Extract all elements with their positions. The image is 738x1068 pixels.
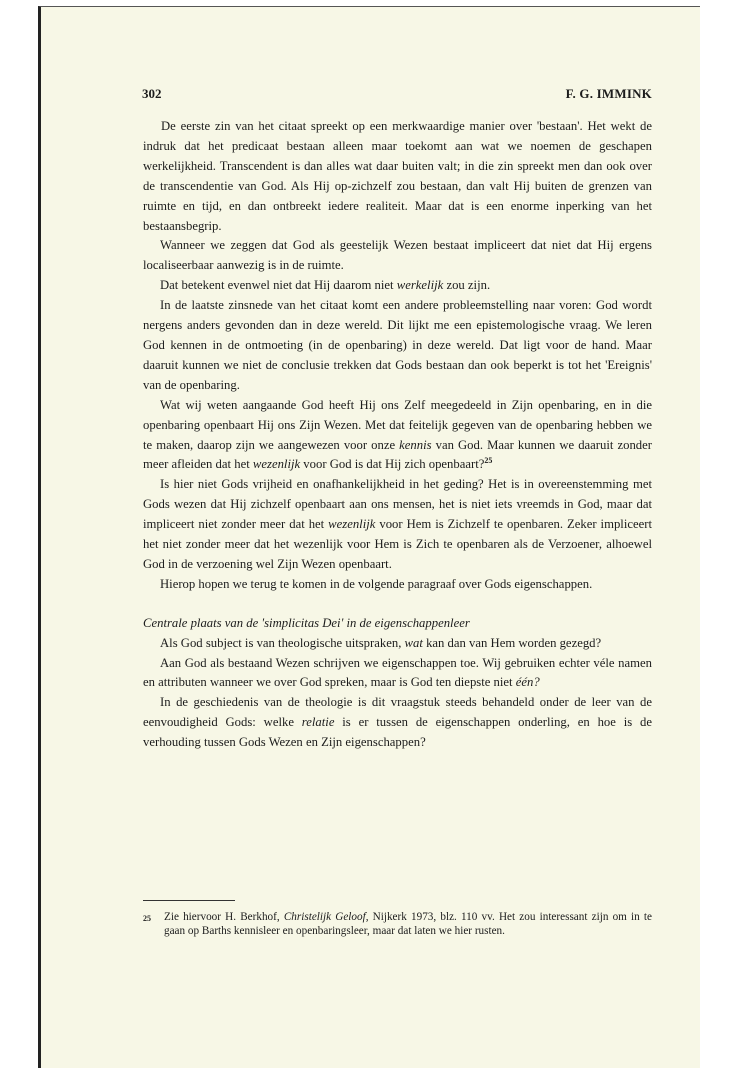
- paragraph-8-emphasis: wat: [404, 635, 423, 650]
- paragraph-5-text-mid: van God. Maar kunnen we daaruit zonder meer afleiden dat het: [143, 437, 652, 472]
- section-heading: Centrale plaats van de 'simplicitas Dei' in de eigenschappenleer: [143, 615, 470, 630]
- footnote: [143, 910, 652, 938]
- paragraph-5-emphasis-wezenlijk: wezenlijk: [252, 457, 301, 472]
- paragraph-6-text-end: voor Hem is Zichzelf te openbaren. Zeker impliceert het niet zonder meer dat het wezenlijk voor Hem is Zich te openbaren als de Verzoener, alhoewel God in de verzoening wel Zijn Wezen openbaart.: [143, 517, 652, 571]
- paragraph-5-text: Wat wij weten aangaande God heeft Hij ons Zelf meegedeeld in Zijn openbaring, en in die openbaring openbaart Hij ons Zijn Wezen. Met dat feitelijk gegeven van de openbaring hebben we te maken, daarop zijn we aangewezen voor onze: [143, 397, 652, 452]
- paragraph-2: [143, 236, 652, 276]
- footnote-text: [164, 910, 652, 938]
- paragraph-4-text: In de laatste zinsnede van het citaat komt een andere probleemstelling naar voren: God wordt nergens anders gevonden dan in deze wereld. Dit lijkt me een epistemologische vraag. We leren God kennen in de ontmoeting (in de openbaring) in deze wereld. Dat ligt voor de hand. Maar daaruit kunnen we niet de conclusie trekken dat Gods bestaan dan ook beperkt is tot het 'Ereignis' van de openbaring.: [143, 298, 652, 392]
- paragraph-6: [143, 475, 652, 575]
- paragraph-10-text-end: is er tussen de eigenschappen onderling, en hoe is de verhouding tussen Gods Wezen en Zijn eigenschappen?: [143, 715, 652, 750]
- paragraph-9-emphasis: één?: [515, 675, 540, 690]
- paragraph-4: [143, 296, 652, 396]
- body-text: [143, 117, 652, 753]
- paragraph-9: [143, 654, 652, 694]
- paragraph-9-text: Aan God als bestaand Wezen schrijven we eigenschappen toe. Wij gebruiken echter véle namen en attributen wanneer we over God spreken, maar is God ten diepste niet: [143, 655, 652, 690]
- paragraph-10: [143, 693, 652, 753]
- paragraph-5-emphasis-kennis: kennis: [399, 437, 432, 452]
- paragraph-5: [143, 396, 652, 476]
- footnote-book-title: Christelijk Geloof,: [283, 911, 369, 923]
- footnote-text-end: Nijkerk 1973, blz. 110 vv. Het zou interessant zijn om in te gaan op Barths kennisleer en openbaringsleer, maar dat laten we hier rusten.: [164, 911, 653, 937]
- paragraph-3-text: Dat betekent evenwel niet dat Hij daarom niet: [160, 278, 397, 293]
- page-number: 302: [142, 86, 162, 101]
- paragraph-8-text-end: kan dan van Hem worden gezegd?: [422, 635, 602, 650]
- paragraph-3-text-end: zou zijn.: [443, 278, 491, 293]
- footnote-divider: [143, 900, 235, 901]
- running-head-author: F. G. IMMINK: [565, 86, 652, 101]
- footnote-text-start: Zie hiervoor H. Berkhof,: [164, 911, 284, 923]
- paragraph-8: [143, 634, 652, 654]
- paragraph-1: [143, 117, 652, 236]
- paragraph-3-emphasis: werkelijk: [396, 278, 444, 293]
- footnote-reference[interactable]: 25: [484, 456, 493, 466]
- paragraph-5-text-end: voor God is dat Hij zich openbaart?: [300, 457, 485, 472]
- paragraph-2-text: Wanneer we zeggen dat God als geestelijk Wezen bestaat impliceert dat niet dat Hij ergens localiseerbaar aanwezig is in de ruimte.: [143, 238, 652, 273]
- paragraph-1-text: De eerste zin van het citaat spreekt op een merkwaardige manier over 'bestaan'. Het wekt de indruk dat het predicaat bestaan alleen maar toekomt aan wat we noemen de geschapen werkelijkheid. Transcendent is dan alles wat daar buiten valt; in die zin spreekt men dan ook over de transcendentie van God. Als Hij op-zichzelf zou bestaan, dan valt Hij buiten de grenzen van ruimte en tijd, en dan ontbreekt iedere realiteit. Maar dat is een enorme inperking van het bestaansbegrip.: [143, 119, 652, 233]
- paragraph-6-text: Is hier niet Gods vrijheid en onafhankelijkheid in het geding? Het is in overeenstemming met Gods wezen dat Hij zichzelf openbaart aan ons mensen, het is niet iets vreemds in God, maar dat impliceert niet zonder meer dat het: [143, 477, 652, 532]
- paragraph-7-text: Hierop hopen we terug te komen in de volgende paragraaf over Gods eigenschappen.: [160, 576, 593, 591]
- footnote-mark: 25: [143, 914, 151, 923]
- paragraph-3: [143, 276, 652, 296]
- paragraph-10-text: In de geschiedenis van de theologie is dit vraagstuk steeds behandeld onder de leer van de eenvoudigheid Gods: welke: [143, 695, 652, 730]
- paragraph-7: [143, 575, 652, 595]
- paragraph-8-text: Als God subject is van theologische uitspraken,: [160, 635, 405, 650]
- paragraph-10-emphasis: relatie: [301, 715, 335, 730]
- paragraph-6-emphasis: wezenlijk: [328, 517, 376, 532]
